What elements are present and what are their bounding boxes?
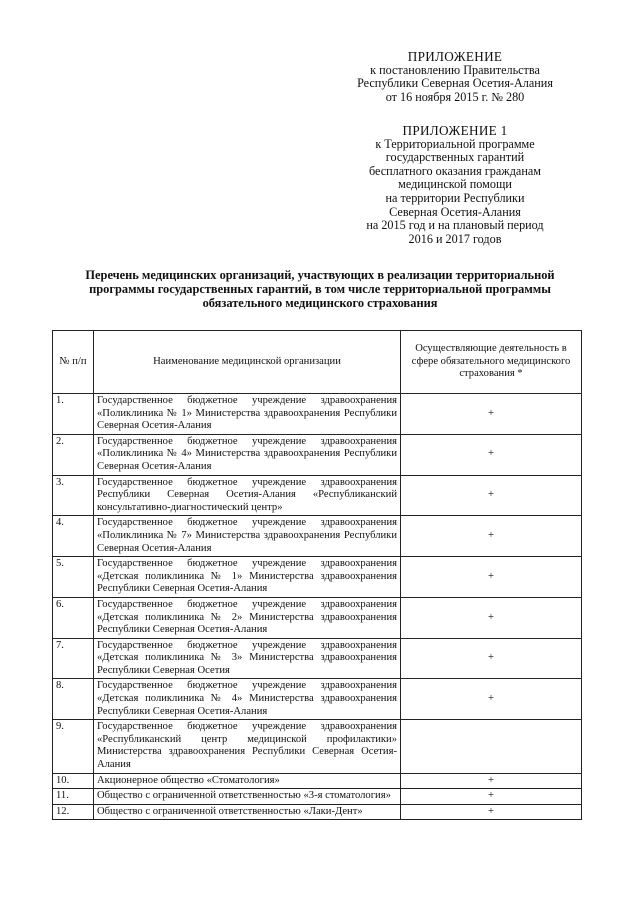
- row-number: 5.: [53, 557, 94, 598]
- organizations-table: [52, 330, 582, 820]
- row-oms-flag: +: [401, 597, 582, 638]
- row-number: 6.: [53, 597, 94, 638]
- table-row: [53, 773, 582, 789]
- row-number: 8.: [53, 679, 94, 720]
- appendix-1-line: государственных гарантий: [385, 150, 525, 165]
- appendix-1-header: [330, 124, 580, 246]
- row-number: 4.: [53, 516, 94, 557]
- appendix-1-line: на территории Республики: [385, 190, 525, 205]
- row-oms-flag: +: [401, 773, 582, 789]
- appendix-1-line: Северная Осетия-Алания: [389, 204, 521, 219]
- appendix-1-line: на 2015 год и на плановый период: [366, 218, 544, 233]
- row-number: 1.: [53, 394, 94, 435]
- table-row: [53, 557, 582, 598]
- row-organization-name: Государственное бюджетное учреждение здравоохранения «Поликлиника № 7» Министерства здравоохранения Республики Северная Осетия-Алания: [94, 516, 401, 557]
- appendix-1-line: 2016 и 2017 годов: [408, 231, 502, 246]
- appendix-1-title: ПРИЛОЖЕНИЕ 1: [402, 123, 508, 138]
- row-oms-flag: +: [401, 638, 582, 679]
- appendix-line: к постановлению Правительства: [370, 62, 540, 77]
- appendix-header: [330, 50, 580, 104]
- row-organization-name: Общество с ограниченной ответственностью «3-я стоматология»: [94, 789, 401, 805]
- appendix-title: ПРИЛОЖЕНИЕ: [407, 49, 503, 64]
- row-oms-flag: +: [401, 557, 582, 598]
- row-organization-name: Государственное бюджетное учреждение здравоохранения «Поликлиника № 1» Министерства здравоохранения Республики Северная Осетия-Алания: [94, 394, 401, 435]
- table-row: [53, 804, 582, 820]
- table-row: [53, 516, 582, 557]
- appendix-1-line: бесплатного оказания гражданам: [369, 163, 541, 178]
- row-organization-name: Государственное бюджетное учреждение здравоохранения «Поликлиника № 4» Министерства здравоохранения Республики Северная Осетия-Алания: [94, 434, 401, 475]
- row-organization-name: Государственное бюджетное учреждение здравоохранения Республики Северная Осетия-Алания «Республиканский консультативно-диагностический центр»: [94, 475, 401, 516]
- table-row: [53, 638, 582, 679]
- row-organization-name: Государственное бюджетное учреждение здравоохранения «Республиканский центр медицинской профилактики» Министерства здравоохранения Республики Северная Осетия-Алания: [94, 720, 401, 773]
- header-number: № п/п: [53, 331, 94, 394]
- document-title: [40, 268, 600, 311]
- table-row: [53, 789, 582, 805]
- row-organization-name: Государственное бюджетное учреждение здравоохранения «Детская поликлиника № 4» Министерства здравоохранения Республики Северная Осетия-Алания: [94, 679, 401, 720]
- row-number: 9.: [53, 720, 94, 773]
- row-oms-flag: +: [401, 804, 582, 820]
- table-row: [53, 597, 582, 638]
- header-organization-name: Наименование медицинской организации: [94, 331, 401, 394]
- document-title-line: программы государственных гарантий, в том числе территориальной программы: [89, 282, 551, 297]
- table-row: [53, 720, 582, 773]
- row-oms-flag: +: [401, 516, 582, 557]
- row-number: 3.: [53, 475, 94, 516]
- appendix-1-line: медицинской помощи: [398, 177, 512, 192]
- row-organization-name: Акционерное общество «Стоматология»: [94, 773, 401, 789]
- document-title-line: обязательного медицинского страхования: [202, 296, 438, 311]
- row-number: 7.: [53, 638, 94, 679]
- table-row: [53, 434, 582, 475]
- row-number: 2.: [53, 434, 94, 475]
- document-title-line: Перечень медицинских организаций, участвующих в реализации территориальной: [85, 268, 555, 282]
- row-oms-flag: +: [401, 789, 582, 805]
- table-row: [53, 394, 582, 435]
- row-oms-flag: [401, 720, 582, 773]
- table-header-row: [53, 331, 582, 394]
- row-organization-name: Государственное бюджетное учреждение здравоохранения «Детская поликлиника № 2» Министерства здравоохранения Республики Северная Осетия-Алания: [94, 597, 401, 638]
- row-oms-flag: +: [401, 434, 582, 475]
- row-oms-flag: +: [401, 394, 582, 435]
- row-organization-name: Общество с ограниченной ответственностью «Лаки-Дент»: [94, 804, 401, 820]
- header-oms-activity: Осуществляющие деятельность в сфере обязательного медицинского страхования *: [401, 331, 582, 394]
- table-row: [53, 475, 582, 516]
- row-organization-name: Государственное бюджетное учреждение здравоохранения «Детская поликлиника № 3» Министерства здравоохранения Республики Северная Осетия: [94, 638, 401, 679]
- row-number: 12.: [53, 804, 94, 820]
- table-row: [53, 679, 582, 720]
- appendix-line: Республики Северная Осетия-Алания: [357, 76, 553, 91]
- appendix-date-line: от 16 ноября 2015 г. № 280: [385, 89, 525, 104]
- row-oms-flag: +: [401, 475, 582, 516]
- row-oms-flag: +: [401, 679, 582, 720]
- row-number: 11.: [53, 789, 94, 805]
- appendix-1-line: к Территориальной программе: [375, 136, 535, 151]
- row-organization-name: Государственное бюджетное учреждение здравоохранения «Детская поликлиника № 1» Министерства здравоохранения Республики Северная Осетия-Алания: [94, 557, 401, 598]
- row-number: 10.: [53, 773, 94, 789]
